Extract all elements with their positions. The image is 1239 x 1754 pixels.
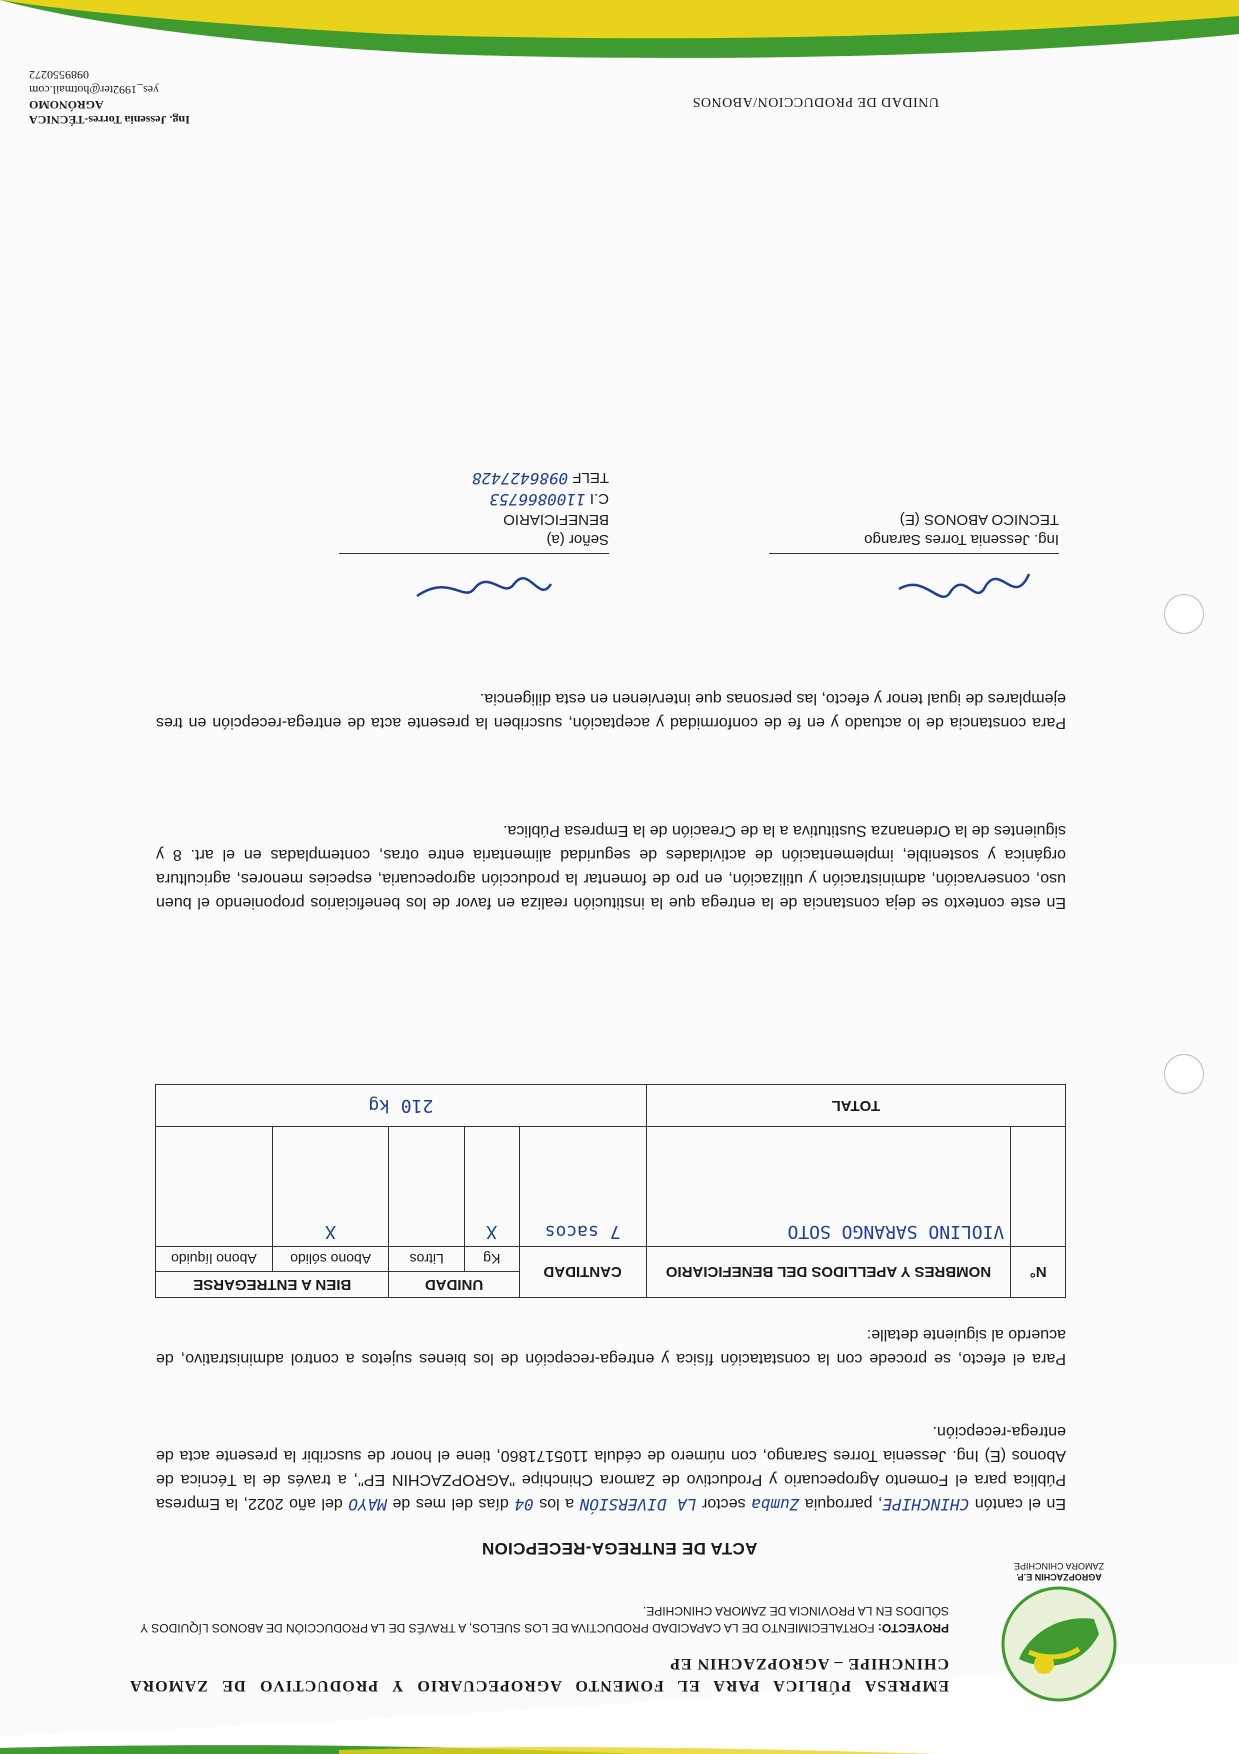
agropzachin-logo bbox=[999, 1584, 1119, 1704]
beneficiary-telf bbox=[339, 467, 609, 488]
p1-text-6: del año 2022, la Empresa Pública para el Fomento Agropecuario y Productivo de Zamora Chinchipe "AGROPZACHIN EP", a través de la Técnica de Abonos (E) Ing. Jessenia Torres Sarango, con número de cédula 1105171860, tiene el honor de suscribir la presente acta de entrega-recepción. bbox=[155, 1423, 1066, 1512]
row-quantity: 7 sacos bbox=[519, 1127, 646, 1247]
footer-swoosh-decoration bbox=[0, 0, 1239, 94]
p1-text-3: sector bbox=[701, 1495, 746, 1512]
delivery-table bbox=[155, 1084, 1066, 1298]
row-liquido-mark bbox=[156, 1127, 273, 1247]
header-unit: UNIDAD bbox=[389, 1272, 519, 1298]
header-solido: Abono sólido bbox=[272, 1247, 389, 1272]
project-label: PROYECTO: bbox=[877, 1621, 949, 1635]
header-litros: Litros bbox=[389, 1247, 464, 1272]
paragraph-constancy: Para constancia de lo actuado y en fe de conformidad y aceptación, suscriben la presente acta de entrega-recepción en tres ejemplares de igual tenor y efecto, las personas que intervienen en esta diligencia. bbox=[156, 690, 1066, 731]
logo-caption bbox=[989, 1560, 1129, 1582]
table-header-row bbox=[156, 1272, 1066, 1298]
logo-caption-line-2: ZAMORA CHINCHIPE bbox=[1014, 1561, 1105, 1571]
telf-label: TELF bbox=[572, 469, 609, 486]
footer-unit: UNIDAD DE PRODUCCION/ABONOS bbox=[692, 94, 939, 109]
ci-value: 1100866753 bbox=[489, 490, 586, 509]
p1-text-4: a los bbox=[539, 1495, 575, 1512]
p1-text-2: , parroquia bbox=[804, 1495, 883, 1512]
header-kg: Kg bbox=[464, 1247, 519, 1272]
header-num: N° bbox=[1011, 1247, 1066, 1298]
sector-handwritten: LA DIVERSIÓN bbox=[579, 1495, 697, 1514]
header-name: NOMBRES Y APELLIDOS DEL BENEFICIARIO bbox=[646, 1247, 1011, 1298]
logo-caption-line-1: AGROPZACHIN E.P. bbox=[1016, 1572, 1102, 1582]
paragraph-intro bbox=[156, 1419, 1066, 1516]
header-goods: BIEN A ENTREGARSE bbox=[156, 1272, 389, 1298]
beneficiary-ci bbox=[339, 488, 609, 509]
month-handwritten: MAYO bbox=[348, 1495, 387, 1514]
institution-title: EMPRESA PÚBLICA PARA EL FOMENTO AGROPECUARIO Y PRODUCTIVO DE ZAMORA CHINCHIPE – AGROPZACHIN EP bbox=[129, 1655, 949, 1694]
table-row bbox=[156, 1127, 1066, 1247]
beneficiary-title: Señor (a) bbox=[546, 531, 609, 548]
project-text: FORTALECIMIENTO DE LA CAPACIDAD PRODUCTIVA DE LOS SUELOS, A TRAVÉS DE LA PRODUCCIÓN DE ABONOS LÍQUIDOS Y SÓLIDOS EN LA PROVINCIA DE ZAMORA CHINCHIPE. bbox=[140, 1604, 949, 1635]
footer-phone: 0989550272 bbox=[29, 68, 89, 82]
document-title: ACTA DE ENTREGA-RECEPCION bbox=[481, 1539, 758, 1558]
p1-text-1: En el cantón bbox=[974, 1495, 1066, 1512]
technician-role: TECNICO ABONOS (E) bbox=[899, 511, 1059, 528]
ci-label: C.I bbox=[589, 490, 609, 507]
row-num bbox=[1011, 1127, 1066, 1247]
beneficiary-label: BENEFICIARIO bbox=[503, 511, 609, 528]
beneficiary-signature-block bbox=[339, 467, 609, 554]
p1-text-5: días del mes de bbox=[392, 1495, 509, 1512]
row-solido-mark: X bbox=[272, 1127, 389, 1247]
technician-signature-block bbox=[769, 509, 1059, 554]
punch-hole bbox=[1164, 594, 1204, 634]
technician-name: Ing. Jessenia Torres Sarango bbox=[864, 531, 1059, 548]
punch-hole bbox=[1164, 1054, 1204, 1094]
total-value: 210 kg bbox=[156, 1085, 647, 1127]
technician-signature bbox=[889, 554, 1039, 614]
day-handwritten: 04 bbox=[514, 1495, 534, 1514]
row-litros-mark bbox=[389, 1127, 464, 1247]
row-kg-mark: X bbox=[464, 1127, 519, 1247]
project-line bbox=[129, 1602, 949, 1636]
paragraph-procedure: Para el efecto, se procede con la constatación física y entrega-recepción de los bienes sujetos a control administrativo, de acuerdo al siguiente detalle: bbox=[156, 1326, 1066, 1367]
paragraph-context: En este contexto se deja constancia de la entrega que la institución realiza en favor de los beneficiarios proponiendo el buen uso, conservación, administración y utilización, en pro de fomentar la producción agropecuaria, especies menores, agricultura orgánica y sostenible, implementación de actividades de seguridad alimentaria entre otras, contempladas en el art. 8 y siguientes de la Ordenanza Sustitutiva a la de Creación de la Empresa Pública. bbox=[156, 822, 1066, 911]
beneficiary-signature-line bbox=[339, 553, 609, 554]
beneficiary-signature bbox=[409, 554, 559, 614]
total-label: TOTAL bbox=[646, 1085, 1065, 1127]
parroquia-handwritten: Zumba bbox=[751, 1495, 800, 1514]
row-beneficiary-name: VIOLINO SARANGO SOTO bbox=[646, 1127, 1011, 1247]
footer-email: yes_1992ter@hotmail.com bbox=[29, 83, 160, 97]
header-quantity: CANTIDAD bbox=[519, 1247, 646, 1298]
header-liquido: Abono líquido bbox=[156, 1247, 273, 1272]
technician-signature-line bbox=[769, 553, 1059, 554]
table-total-row bbox=[156, 1085, 1066, 1127]
canton-handwritten: CHINCHIPE bbox=[882, 1495, 970, 1514]
footer-name: Ing. Jessenia Torres-TÉCNICA AGRÓNOMO bbox=[29, 98, 190, 127]
telf-value: 0986427428 bbox=[471, 469, 569, 488]
